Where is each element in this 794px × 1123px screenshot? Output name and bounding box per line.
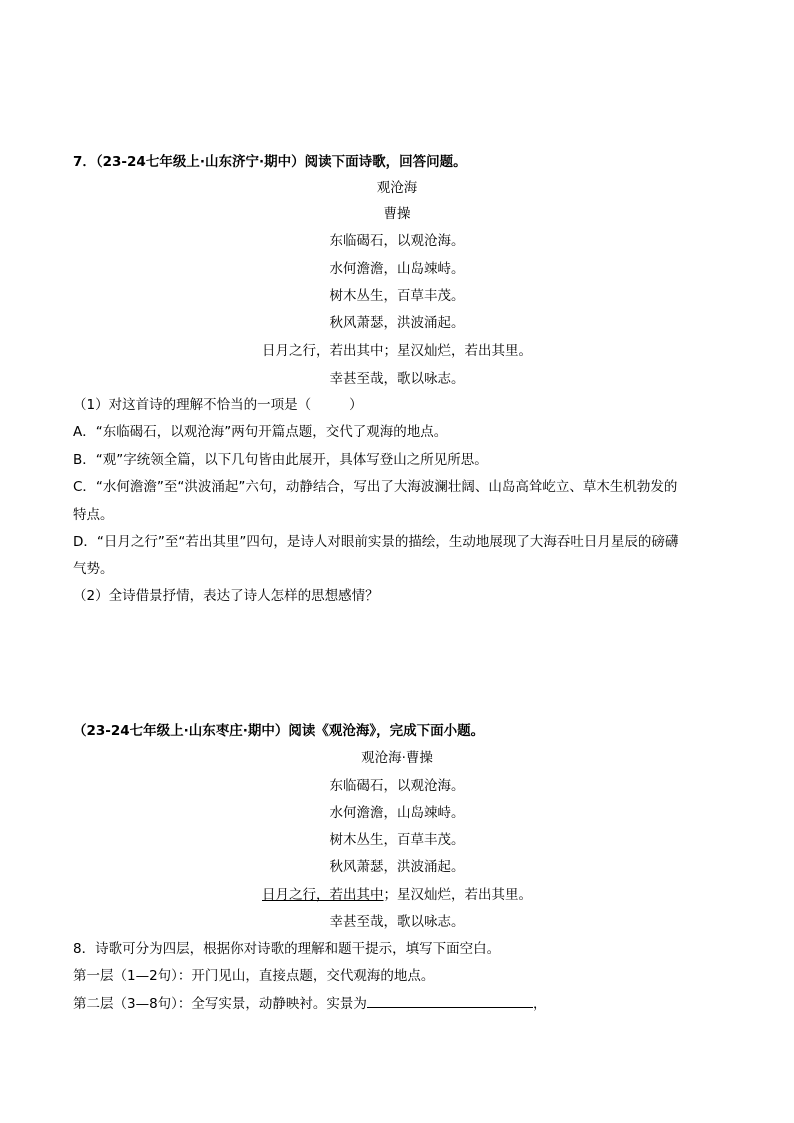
- answer-blank[interactable]: [367, 993, 533, 1008]
- poem-title: 观沧海: [376, 180, 418, 196]
- layer-1: 第一层（1—2句）：开门见山，直接点题，交代观海的地点。: [73, 968, 435, 984]
- poem2-line-2: 水何澹澹，山岛竦峙。: [329, 805, 465, 821]
- poem-line-2: 水何澹澹，山岛竦峙。: [329, 261, 465, 277]
- layer-2: [73, 993, 733, 1014]
- option-d: D．“日月之行”至“若出其里”四句，是诗人对眼前实景的描绘，生动地展现了大海吞吐日月星辰的磅礴: [73, 534, 679, 550]
- poem-line-6: 幸甚至哉，歌以咏志。: [329, 371, 465, 387]
- sub-question-1: [73, 395, 733, 415]
- sub-question-1-text: （1）对这首诗的理解不恰当的一项是（: [73, 397, 312, 413]
- poem-line-5: 日月之行，若出其中；星汉灿烂，若出其里。: [262, 343, 532, 359]
- poem2-line-5: [0, 885, 794, 905]
- poem2-line-5-rest: ；星汉灿烂，若出其里。: [383, 887, 532, 903]
- poem2-line-4: 秋风萧瑟，洪波涌起。: [329, 859, 465, 875]
- option-a: A．“东临碣石，以观沧海”两句开篇点题，交代了观海的地点。: [73, 424, 448, 440]
- sub-question-1-close: ）: [349, 397, 363, 413]
- poem2-underlined-text: 日月之行，若出其中: [262, 887, 384, 903]
- option-d-cont: 气势。: [73, 561, 114, 577]
- poem-author: 曹操: [383, 206, 411, 222]
- poem2-line-3: 树木丛生，百草丰茂。: [329, 832, 465, 848]
- poem2-line-6: 幸甚至哉，歌以咏志。: [329, 914, 465, 930]
- poem-line-4: 秋风萧瑟，洪波涌起。: [329, 315, 465, 331]
- poem2-title: 观沧海·曹操: [361, 750, 433, 766]
- sub-question-2: （2）全诗借景抒情，表达了诗人怎样的思想感情？: [73, 588, 379, 604]
- layer-2-comma: ，: [532, 996, 547, 1012]
- question-7-header: 7．（23-24七年级上·山东济宁·期中）阅读下面诗歌，回答问题。: [73, 154, 467, 170]
- poem-line-1: 东临碣石，以观沧海。: [329, 233, 465, 249]
- option-c: C．“水何澹澹”至“洪波涌起”六句，动静结合，写出了大海波澜壮阔、山岛高耸屹立、草木生机勃发的: [73, 479, 678, 495]
- question-8: 8．诗歌可分为四层，根据你对诗歌的理解和题干提示，填写下面空白。: [73, 941, 501, 957]
- poem-line-3: 树木丛生，百草丰茂。: [329, 288, 465, 304]
- poem2-line-1: 东临碣石，以观沧海。: [329, 778, 465, 794]
- layer-2-text: 第二层（3—8句）：全写实景，动静映衬。实景为: [73, 996, 367, 1012]
- option-b: B．“观”字统领全篇，以下几句皆由此展开，具体写登山之所见所思。: [73, 452, 488, 468]
- option-c-cont: 特点。: [73, 507, 114, 523]
- section-8-header: （23-24七年级上·山东枣庄·期中）阅读《观沧海》，完成下面小题。: [73, 723, 485, 739]
